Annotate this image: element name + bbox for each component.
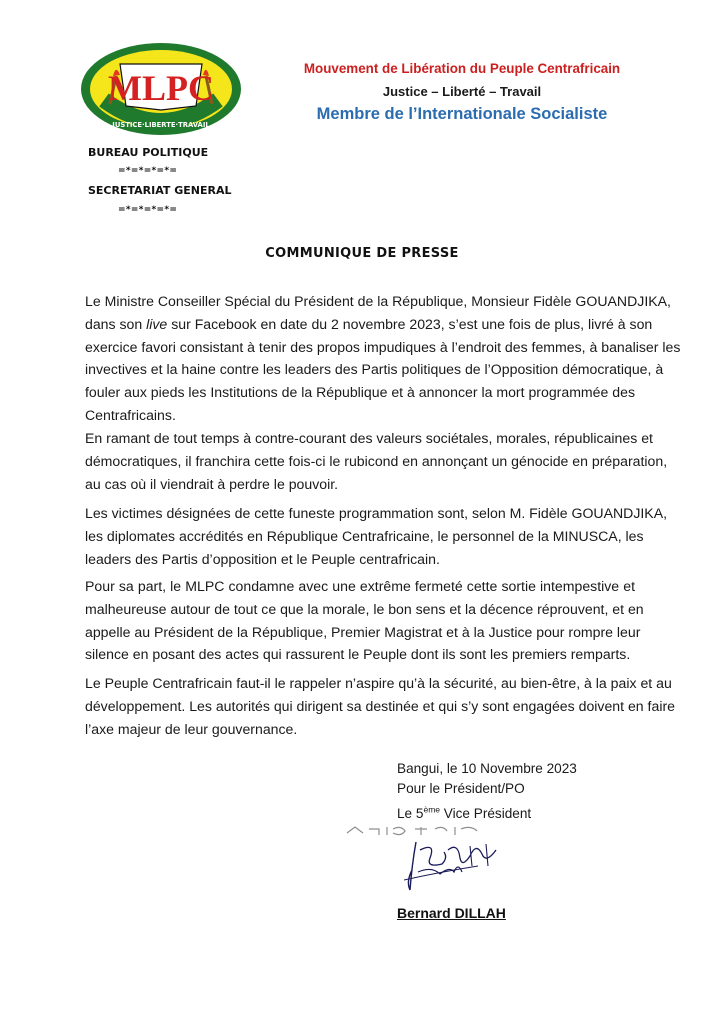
text-line: dans son live sur Facebook en date du 2 novembre 2023, s’est une fois de plus, livré à son [85,315,653,332]
handwritten-signature [400,836,506,894]
organization-name: Mouvement de Libération du Peuple Centrafricain [303,61,621,76]
text-line: silence en posant des actes qui rassurent le Peuple dont ils sont les premiers remparts. [85,646,631,663]
page-title: COMMUNIQUE DE PRESSE [265,246,459,261]
text-line: l’axe majeur de leur gouvernance. [85,720,298,737]
text-line: au cas où il viendrait à perdre le pouvoir. [85,475,339,492]
paragraph-5 [85,672,675,740]
live-italic: live [146,315,168,332]
paragraph-4 [85,575,644,666]
bureau-politique: BUREAU POLITIQUE [88,146,209,159]
text-line: leaders des Partis d’opposition et le Peuple centrafricain. [85,550,440,567]
for-president: Pour le Président/PO [397,781,525,796]
text-line: Pour sa part, le MLPC condamne avec une extrême fermeté cette sortie intempestive et [85,578,635,594]
text-line: fouler aux pieds les Institutions de la République et à annoncer la mort programmée des [85,384,635,401]
text-line: Le Ministre Conseiller Spécial du Président de la République, Monsieur Fidèle GOUANDJIKA, [85,293,671,309]
text-line: exercice favori consistant à tenir des propos impudiques à l’endroit des femmes, à banaliser les [85,338,681,355]
text-line: invectives et la haine contre les leaders des Partis politiques de l’Opposition démocratique, à [85,361,664,378]
bleed-through-marks [345,823,485,837]
text-line: Les victimes désignées de cette funeste programmation sont, selon M. Fidèle GOUANDJIKA, [85,505,668,521]
paragraph-1 [85,290,681,427]
paragraph-3 [85,502,668,570]
text-line: malheureuse autour de tout ce que la morale, le bon sens et la décence réprouvent, et en [85,600,644,617]
secretariat-general: SECRETARIAT GENERAL [88,184,232,197]
mlpc-logo [80,42,242,136]
text-line: Le Peuple Centrafricain faut-il le rappeler n’aspire qu’à la sécurité, au bien-être, à la paix et au [85,675,672,691]
signer-name: Bernard DILLAH [397,905,506,921]
separator-stars: =*=*=*=*= [118,166,178,176]
signer-rank: Le 5ème Vice Président [397,804,532,821]
text-line: En ramant de tout temps à contre-courant des valeurs sociétales, morales, républicaines et [85,430,653,446]
logo-motto: JUSTICE·LIBERTE·TRAVAIL [112,121,210,129]
text-line: Centrafricains. [85,406,176,423]
text-line: appelle au Président de la République, Premier Magistrat et à la Justice pour rompre leur [85,623,641,640]
separator-stars: =*=*=*=*= [118,205,178,215]
text-line: démocratiques, il franchira cette fois-ci le rubicond en annonçant un génocide en préparation, [85,452,668,469]
paragraph-2 [85,427,668,495]
logo-text: MLPC [108,68,214,108]
motto: Justice – Liberté – Travail [382,84,542,99]
text-line: développement. Les autorités qui dirigent sa destinée et qui s’y sont engagées doivent en faire [85,697,675,714]
text-line: les diplomates accrédités en République Centrafricaine, le personnel de la MINUSCA, les [85,527,644,544]
place-date: Bangui, le 10 Novembre 2023 [397,761,577,776]
international-membership: Membre de l’Internationale Socialiste [316,105,608,123]
